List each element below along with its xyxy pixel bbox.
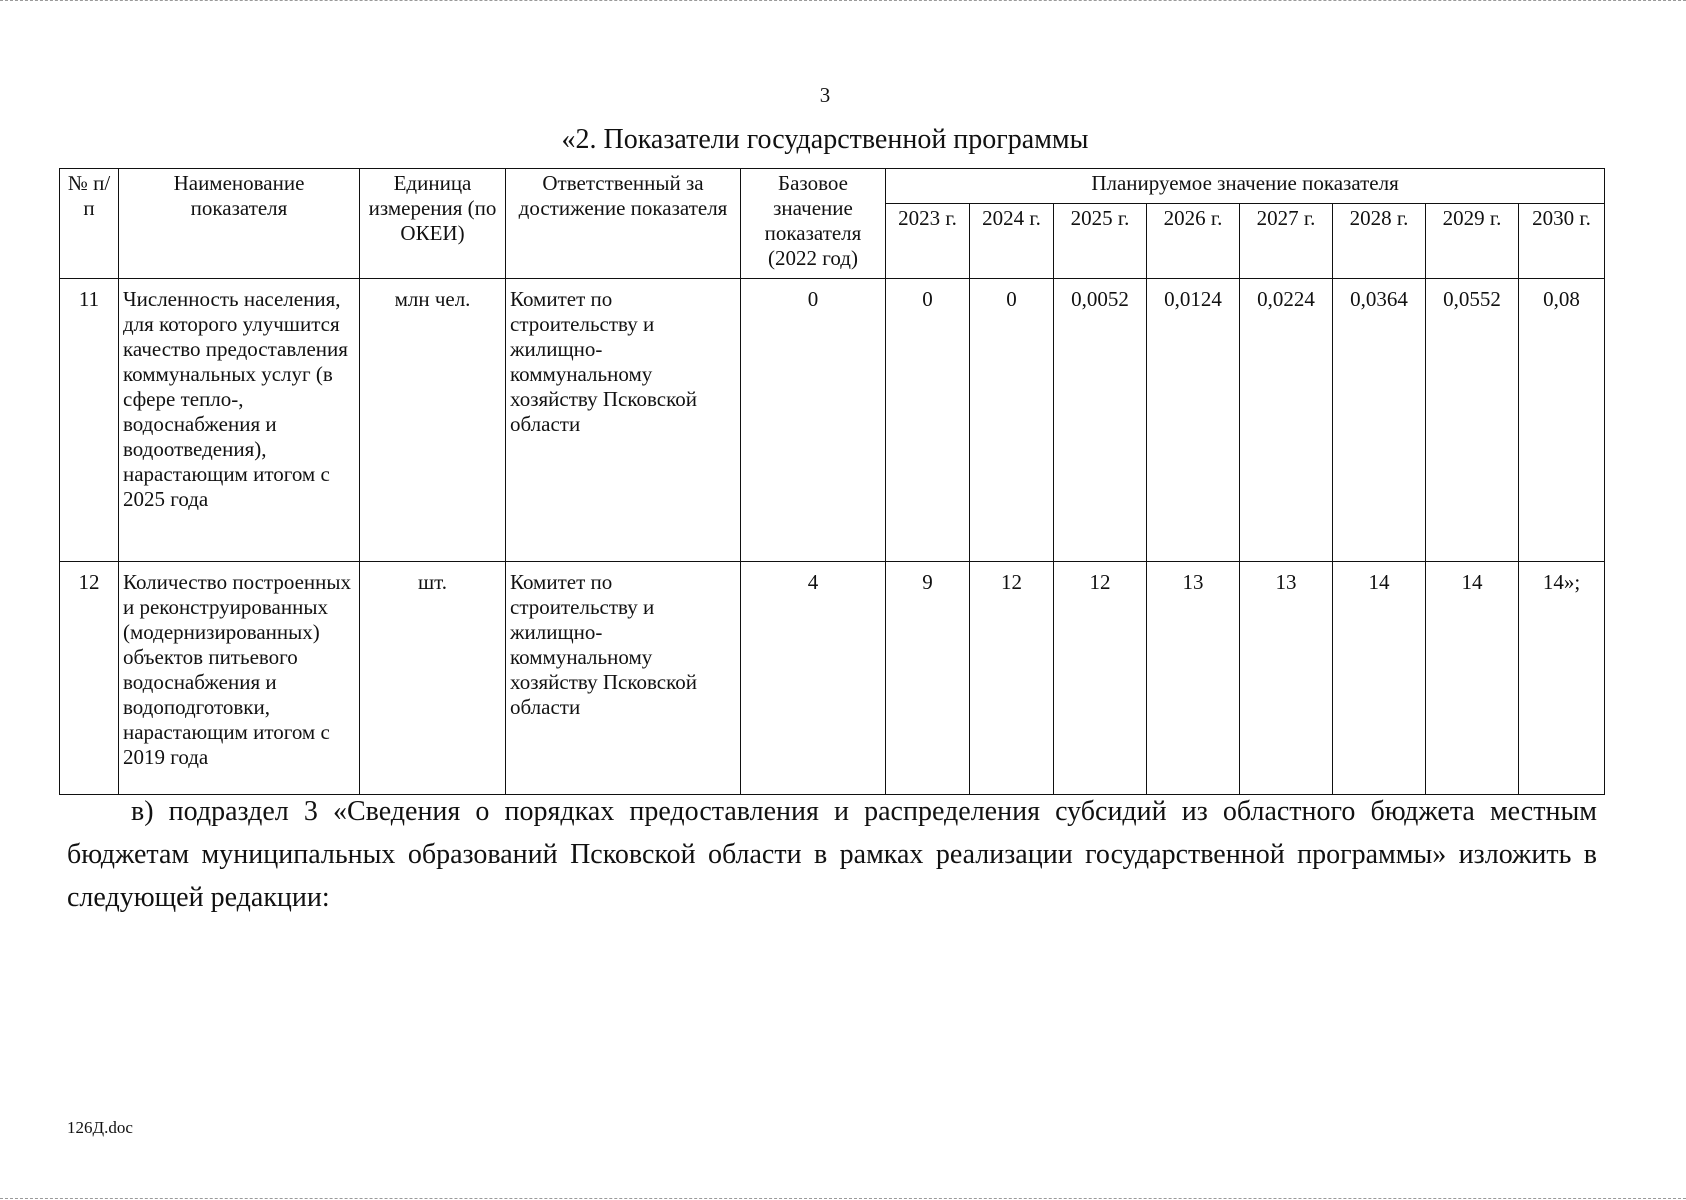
row-value: 13 [1147, 562, 1240, 795]
section-title: «2. Показатели государственной программы [561, 124, 1089, 155]
row-base: 0 [741, 279, 886, 562]
header-year: 2025 г. [1054, 204, 1147, 279]
row-value: 0 [970, 279, 1054, 562]
header-responsible: Ответственный за достижение показателя [506, 169, 741, 279]
row-unit: млн чел. [360, 279, 506, 562]
row-num: 11 [60, 279, 119, 562]
table-row [60, 279, 1605, 562]
header-year: 2023 г. [886, 204, 970, 279]
footer-filename: 126Д.doc [67, 1118, 133, 1137]
table-row [60, 562, 1605, 795]
header-base: Базовое значение показателя (2022 год) [741, 169, 886, 279]
row-name: Численность населения, для которого улучшится качество предоставления коммунальных услуг (в сфере тепло-, водоснабжения и водоотведения), нарастающим итогом с 2025 года [119, 279, 360, 562]
row-value: 14»; [1519, 562, 1605, 795]
row-num: 12 [60, 562, 119, 795]
row-value: 0 [886, 279, 970, 562]
row-value: 12 [1054, 562, 1147, 795]
header-year: 2026 г. [1147, 204, 1240, 279]
row-value: 0,0124 [1147, 279, 1240, 562]
row-responsible: Комитет по строительству и жилищно-коммунальному хозяйству Псковской области [506, 279, 741, 562]
row-value: 14 [1426, 562, 1519, 795]
row-value: 13 [1240, 562, 1333, 795]
header-row-top [60, 169, 1605, 204]
row-name: Количество построенных и реконструированных (модернизированных) объектов питьевого водоснабжения и водоподготовки, нарастающим итогом с 2019 года [119, 562, 360, 795]
scan-edge-bottom [0, 1194, 1686, 1199]
page-number: 3 [819, 83, 831, 107]
header-year: 2027 г. [1240, 204, 1333, 279]
row-value: 12 [970, 562, 1054, 795]
indicators-table [59, 168, 1605, 795]
header-year: 2029 г. [1426, 204, 1519, 279]
row-value: 9 [886, 562, 970, 795]
row-value: 14 [1333, 562, 1426, 795]
row-responsible: Комитет по строительству и жилищно-коммунальному хозяйству Псковской области [506, 562, 741, 795]
header-name: Наименование показателя [119, 169, 360, 279]
row-value: 0,08 [1519, 279, 1605, 562]
row-value: 0,0364 [1333, 279, 1426, 562]
header-year: 2024 г. [970, 204, 1054, 279]
header-year: 2030 г. [1519, 204, 1605, 279]
row-value: 0,0552 [1426, 279, 1519, 562]
body-paragraph: в) подраздел 3 «Сведения о порядках предоставления и распределения субсидий из областного бюджета местным бюджетам муниципальных образований Псковской области в рамках реализации государственной программы» изложить в следующей редакции: [67, 796, 1597, 913]
row-value: 0,0224 [1240, 279, 1333, 562]
row-base: 4 [741, 562, 886, 795]
header-planned: Планируемое значение показателя [886, 169, 1605, 204]
row-unit: шт. [360, 562, 506, 795]
header-num: № п/п [60, 169, 119, 279]
row-value: 0,0052 [1054, 279, 1147, 562]
header-year: 2028 г. [1333, 204, 1426, 279]
header-unit: Единица измерения (по ОКЕИ) [360, 169, 506, 279]
scan-edge-top [0, 0, 1686, 5]
